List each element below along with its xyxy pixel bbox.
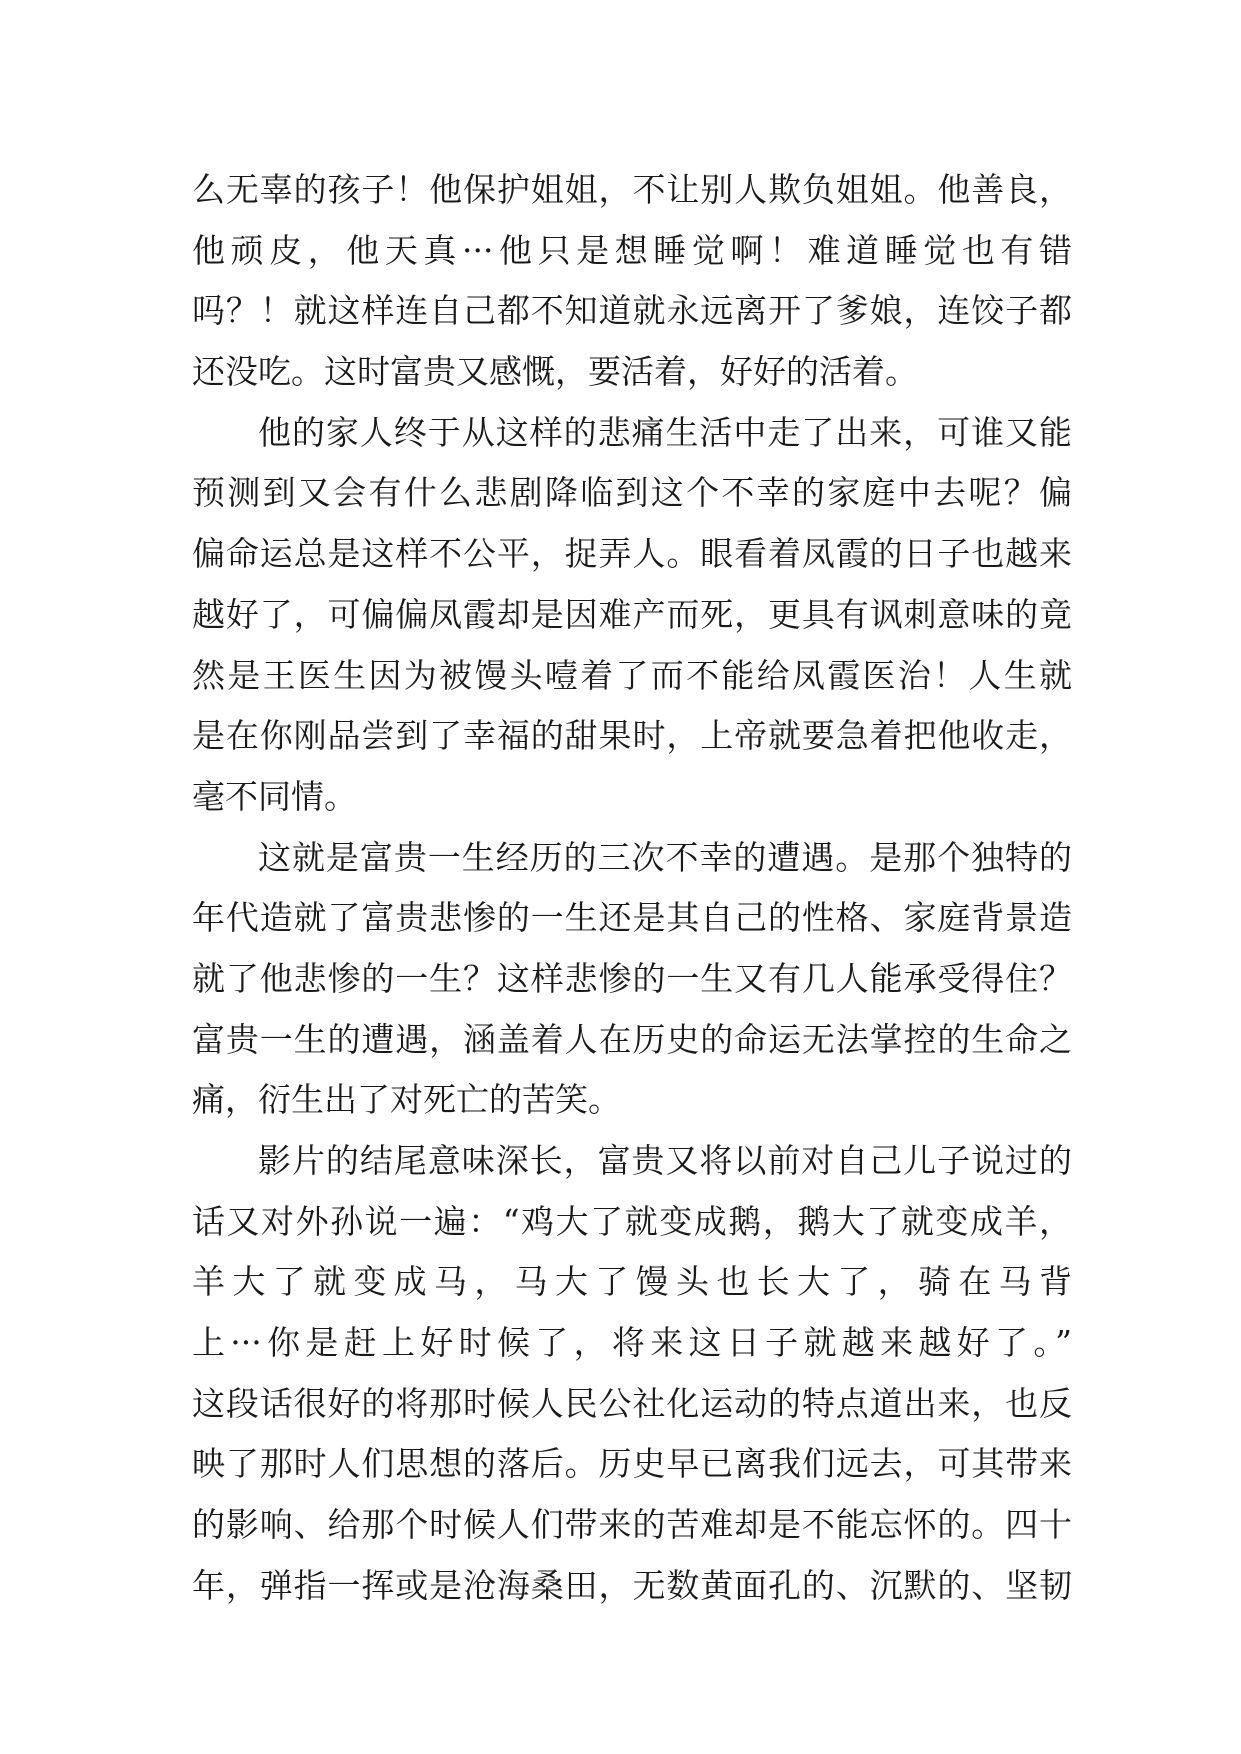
text-line: 这段话很好的将那时候人民公社化运动的特点道出来，也反 [192, 1383, 1072, 1423]
text-line: 预测到又会有什么悲剧降临到这个不幸的家庭中去呢？偏 [192, 473, 1072, 513]
text-line: 他顽皮，他天真···他只是想睡觉啊！难道睡觉也有错 [192, 230, 1072, 270]
text-line: 富贵一生的遭遇，涵盖着人在历史的命运无法掌控的生命之 [192, 1019, 1072, 1059]
text-line: 么无辜的孩子！他保护姐姐，不让别人欺负姐姐。他善良， [192, 170, 1072, 209]
text-line: 他的家人终于从这样的悲痛生活中走了出来，可谁又能 [258, 412, 1072, 452]
text-line: 就了他悲惨的一生？这样悲惨的一生又有几人能承受得住？ [192, 958, 1072, 998]
text-line: 话又对外孙说一遍：“鸡大了就变成鹅，鹅大了就变成羊， [192, 1201, 1072, 1241]
text-line: 这就是富贵一生经历的三次不幸的遭遇。是那个独特的 [258, 837, 1072, 877]
body-text [192, 160, 1072, 1617]
text-line: 是在你刚品尝到了幸福的甜果时，上帝就要急着把他收走， [192, 716, 1072, 756]
text-line: 偏命运总是这样不公平，捉弄人。眼看着凤霞的日子也越来 [192, 534, 1072, 574]
text-line: 羊大了就变成马，马大了馒头也长大了，骑在马背 [192, 1262, 1072, 1302]
text-line: 影片的结尾意味深长，富贵又将以前对自己儿子说过的 [258, 1141, 1072, 1180]
text-line: 上···你是赶上好时候了，将来这日子就越来越好了。” [192, 1323, 1072, 1363]
text-line: 年代造就了富贵悲惨的一生还是其自己的性格、家庭背景造 [192, 898, 1072, 938]
text-line: 痛，衍生出了对死亡的苦笑。 [192, 1080, 621, 1120]
text-line: 年，弹指一挥或是沧海桑田，无数黄面孔的、沉默的、坚韧 [192, 1565, 1072, 1605]
text-line: 映了那时人们思想的落后。历史早已离我们远去，可其带来 [192, 1444, 1072, 1484]
text-line: 的影响、给那个时候人们带来的苦难却是不能忘怀的。四十 [192, 1505, 1072, 1545]
text-line: 还没吃。这时富贵又感慨，要活着，好好的活着。 [192, 352, 918, 392]
text-line: 越好了，可偏偏凤霞却是因难产而死，更具有讽刺意味的竟 [192, 594, 1072, 634]
text-line: 吗？！就这样连自己都不知道就永远离开了爹娘，连饺子都 [192, 291, 1072, 331]
text-line: 毫不同情。 [192, 776, 357, 816]
text-line: 然是王医生因为被馒头噎着了而不能给凤霞医治！人生就 [192, 655, 1072, 695]
